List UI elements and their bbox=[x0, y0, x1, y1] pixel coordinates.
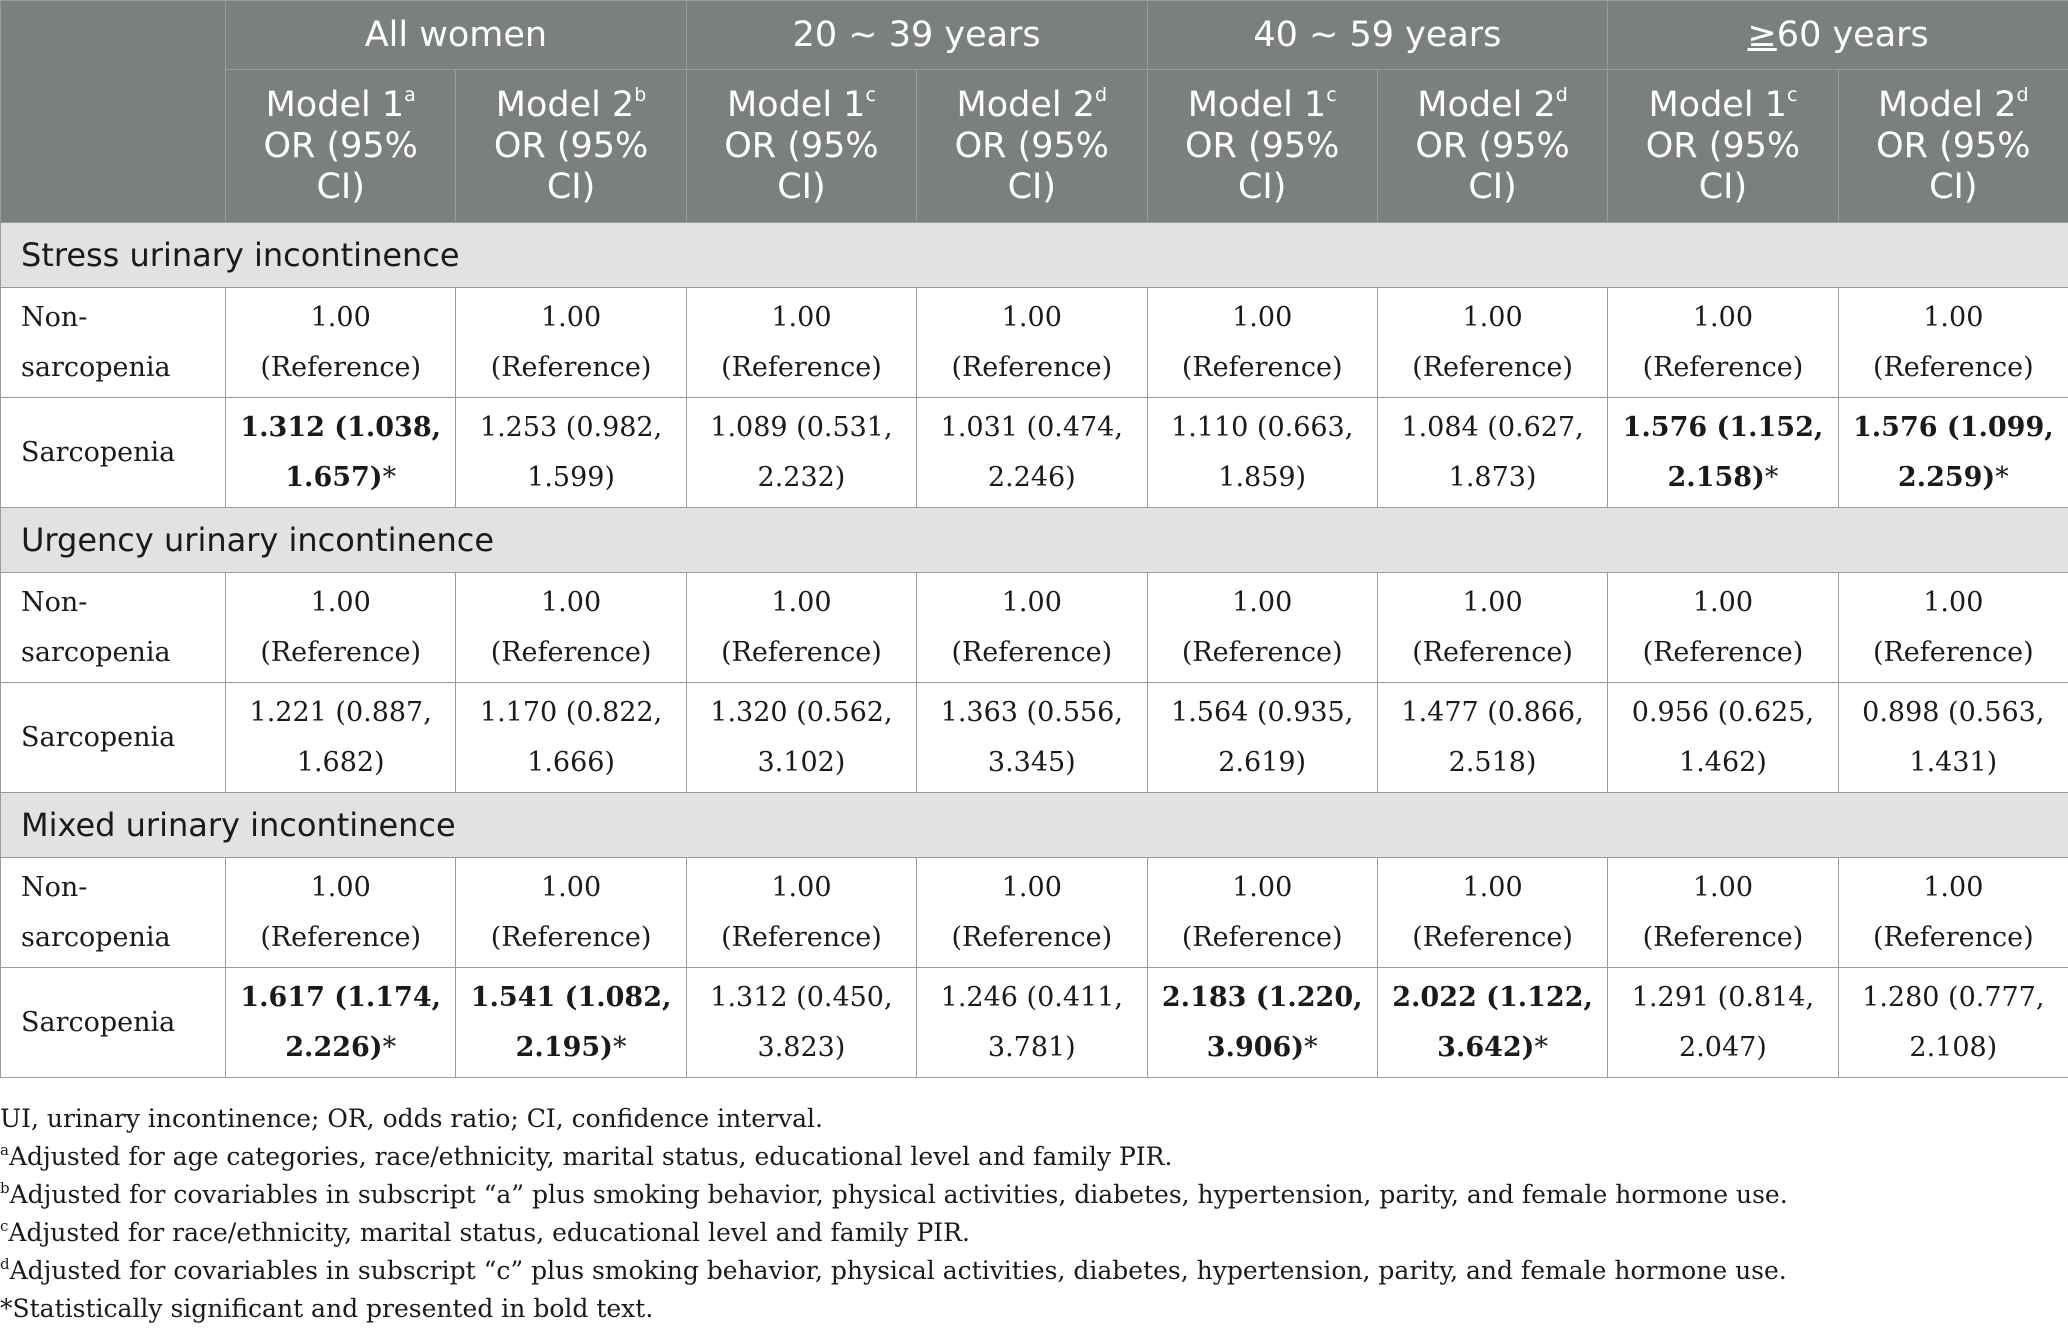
model-name bbox=[1148, 85, 1377, 126]
model-superscript: c bbox=[1786, 83, 1798, 106]
row-label: Non-sarcopenia bbox=[1, 858, 226, 968]
cell-value: 1.312 (1.038, 1.657) bbox=[240, 411, 442, 493]
model-superscript: c bbox=[865, 83, 876, 106]
model-label: Model 1 bbox=[1187, 84, 1327, 125]
table-cell bbox=[1147, 288, 1377, 398]
cell-value: 1.00 (Reference) bbox=[1412, 301, 1573, 383]
table-cell bbox=[917, 683, 1147, 793]
model-name bbox=[456, 85, 685, 126]
table-cell bbox=[1377, 968, 1607, 1078]
cell-value: 1.084 (0.627, 1.873) bbox=[1401, 411, 1584, 493]
row-label: Sarcopenia bbox=[1, 683, 226, 793]
row-label: Non-sarcopenia bbox=[1, 288, 226, 398]
table-cell bbox=[917, 858, 1147, 968]
cell-value: 1.00 (Reference) bbox=[260, 301, 422, 383]
cell-value: 1.031 (0.474, 2.246) bbox=[940, 411, 1123, 493]
cell-value: 1.00 (Reference) bbox=[490, 301, 652, 383]
table-cell bbox=[456, 398, 686, 508]
cell-value: 1.00 (Reference) bbox=[721, 301, 882, 383]
table-body bbox=[1, 223, 2068, 1078]
table-row bbox=[1, 683, 2068, 793]
model-header-2 bbox=[456, 70, 686, 223]
table-cell bbox=[917, 288, 1147, 398]
metric-label: OR (95% CI) bbox=[1876, 125, 2031, 207]
table-cell bbox=[1608, 683, 1838, 793]
model-header-7 bbox=[1608, 70, 1838, 223]
cell-value: 1.617 (1.174, 2.226) bbox=[240, 981, 442, 1063]
footnote-text: UI, urinary incontinence; OR, odds ratio; CI, confidence interval. bbox=[0, 1104, 823, 1133]
cell-value: 1.00 (Reference) bbox=[1412, 871, 1573, 953]
table-cell bbox=[1838, 968, 2068, 1078]
cell-value: 1.00 (Reference) bbox=[951, 586, 1113, 668]
cell-value: 0.898 (0.563, 1.431) bbox=[1862, 696, 2045, 778]
table-cell bbox=[1147, 398, 1377, 508]
model-name bbox=[1378, 85, 1607, 126]
cell-value: 1.576 (1.099, 2.259) bbox=[1852, 411, 2054, 493]
table-header bbox=[1, 1, 2068, 223]
cell-value: 1.477 (0.866, 2.518) bbox=[1401, 696, 1584, 778]
model-label: Model 2 bbox=[956, 84, 1096, 125]
model-superscript: d bbox=[1095, 83, 1108, 106]
table-cell bbox=[1608, 573, 1838, 683]
table-cell bbox=[1838, 573, 2068, 683]
cell-value: 1.576 (1.152, 2.158) bbox=[1622, 411, 1824, 493]
cell-value: 1.00 (Reference) bbox=[951, 871, 1113, 953]
table-cell bbox=[226, 288, 456, 398]
table-cell bbox=[1838, 288, 2068, 398]
cell-value: 1.00 (Reference) bbox=[1642, 871, 1804, 953]
section-title: Urgency urinary incontinence bbox=[1, 508, 2068, 573]
significance-mark: * bbox=[1304, 1031, 1318, 1063]
footnote-text: Adjusted for covariables in subscript “c” plus smoking behavior, physical activities, diabetes, hypertension, parity, and female hormone use. bbox=[9, 1256, 1787, 1285]
geq-symbol: ≥ bbox=[1747, 15, 1777, 55]
cell-value: 1.170 (0.822, 1.666) bbox=[479, 696, 663, 778]
cell-value: 1.00 (Reference) bbox=[1181, 586, 1343, 668]
group-header-20-39: 20 ~ 39 years bbox=[686, 1, 1147, 70]
footnote-marker: c bbox=[0, 1217, 9, 1235]
model-label: Model 1 bbox=[726, 84, 866, 125]
model-label: Model 1 bbox=[1648, 84, 1787, 125]
metric-label: OR (95% CI) bbox=[1415, 125, 1570, 207]
metric-label: OR (95% CI) bbox=[493, 125, 649, 207]
table-cell bbox=[456, 968, 686, 1078]
table-cell bbox=[456, 683, 686, 793]
table-row bbox=[1, 398, 2068, 508]
model-label: Model 2 bbox=[495, 84, 635, 125]
section-title: Stress urinary incontinence bbox=[1, 223, 2068, 288]
cell-value: 1.291 (0.814, 2.047) bbox=[1631, 981, 1815, 1063]
footnote-line bbox=[0, 1290, 1788, 1328]
metric-label: OR (95% CI) bbox=[954, 125, 1110, 207]
footnote-marker: a bbox=[0, 1141, 9, 1159]
table-cell bbox=[1608, 288, 1838, 398]
table-cell bbox=[1608, 968, 1838, 1078]
cell-value: 1.00 (Reference) bbox=[1642, 586, 1804, 668]
table-cell bbox=[226, 683, 456, 793]
significance-mark: * bbox=[1764, 461, 1779, 493]
table-cell bbox=[686, 398, 916, 508]
model-name bbox=[917, 85, 1146, 126]
cell-value: 2.022 (1.122, 3.642) bbox=[1392, 981, 1593, 1063]
significance-mark: * bbox=[382, 1031, 397, 1063]
footnote-text: *Statistically significant and presented in bold text. bbox=[0, 1294, 654, 1323]
row-label: Sarcopenia bbox=[1, 398, 226, 508]
group-header-all-women: All women bbox=[226, 1, 687, 70]
table-cell bbox=[1608, 398, 1838, 508]
cell-value: 1.00 (Reference) bbox=[721, 871, 882, 953]
table-footnotes bbox=[0, 1100, 1788, 1328]
cell-value: 1.00 (Reference) bbox=[1181, 301, 1343, 383]
cell-value: 1.320 (0.562, 3.102) bbox=[710, 696, 893, 778]
cell-value: 1.00 (Reference) bbox=[260, 871, 422, 953]
model-header-3 bbox=[686, 70, 916, 223]
table-cell bbox=[686, 573, 916, 683]
table-cell bbox=[1377, 398, 1607, 508]
footnote-text: Adjusted for covariables in subscript “a” plus smoking behavior, physical activities, diabetes, hypertension, parity, and female hormone use. bbox=[9, 1180, 1788, 1209]
table-cell bbox=[1838, 858, 2068, 968]
model-superscript: b bbox=[634, 83, 647, 106]
cell-value: 1.246 (0.411, 3.781) bbox=[940, 981, 1123, 1063]
row-label: Non-sarcopenia bbox=[1, 573, 226, 683]
footnote-text: Adjusted for age categories, race/ethnicity, marital status, educational level and family PIR. bbox=[8, 1142, 1173, 1171]
model-superscript: d bbox=[2016, 83, 2029, 106]
table-cell bbox=[456, 288, 686, 398]
table-cell bbox=[456, 858, 686, 968]
section-title: Mixed urinary incontinence bbox=[1, 793, 2068, 858]
footnote-line bbox=[0, 1138, 1788, 1176]
footnote-line bbox=[0, 1214, 1788, 1252]
model-superscript: c bbox=[1326, 83, 1337, 106]
metric-label: OR (95% CI) bbox=[724, 125, 879, 207]
table-cell bbox=[1377, 573, 1607, 683]
table-cell bbox=[917, 398, 1147, 508]
group-header-60-text: 60 years bbox=[1776, 15, 1929, 55]
section-row bbox=[1, 508, 2068, 573]
footnote-marker: b bbox=[0, 1179, 10, 1197]
cell-value: 1.280 (0.777, 2.108) bbox=[1862, 981, 2045, 1063]
model-label: Model 2 bbox=[1878, 84, 2017, 125]
row-label: Sarcopenia bbox=[1, 968, 226, 1078]
table-cell bbox=[226, 573, 456, 683]
model-header-4 bbox=[917, 70, 1147, 223]
cell-value: 1.541 (1.082, 2.195) bbox=[470, 981, 672, 1063]
header-corner-cell bbox=[1, 1, 226, 223]
model-header-8 bbox=[1838, 70, 2068, 223]
cell-value: 1.00 (Reference) bbox=[490, 871, 652, 953]
model-superscript: a bbox=[404, 83, 416, 106]
table-row bbox=[1, 968, 2068, 1078]
table-cell bbox=[226, 398, 456, 508]
cell-value: 1.00 (Reference) bbox=[1181, 871, 1343, 953]
cell-value: 1.00 (Reference) bbox=[951, 301, 1113, 383]
table-cell bbox=[1838, 398, 2068, 508]
table-cell bbox=[1147, 573, 1377, 683]
group-header-60-plus bbox=[1608, 1, 2068, 70]
cell-value: 1.089 (0.531, 2.232) bbox=[710, 411, 893, 493]
table-cell bbox=[686, 683, 916, 793]
cell-value: 1.00 (Reference) bbox=[721, 586, 882, 668]
cell-value: 2.183 (1.220, 3.906) bbox=[1161, 981, 1363, 1063]
table-cell bbox=[456, 573, 686, 683]
model-label: Model 2 bbox=[1417, 84, 1556, 125]
footnote-text: Adjusted for race/ethnicity, marital status, educational level and family PIR. bbox=[8, 1218, 970, 1247]
significance-mark: * bbox=[1995, 461, 2009, 493]
model-label: Model 1 bbox=[265, 84, 405, 125]
cell-value: 0.956 (0.625, 1.462) bbox=[1631, 696, 1815, 778]
cell-value: 1.00 (Reference) bbox=[1872, 586, 2034, 668]
cell-value: 1.00 (Reference) bbox=[490, 586, 652, 668]
table-row bbox=[1, 288, 2068, 398]
table-cell bbox=[686, 968, 916, 1078]
section-row bbox=[1, 793, 2068, 858]
table-cell bbox=[1377, 858, 1607, 968]
table-cell bbox=[1147, 858, 1377, 968]
table-cell bbox=[917, 968, 1147, 1078]
model-name bbox=[687, 85, 916, 126]
cell-value: 1.564 (0.935, 2.619) bbox=[1171, 696, 1354, 778]
footnote-line bbox=[0, 1252, 1788, 1290]
footnote-line bbox=[0, 1176, 1788, 1214]
table-cell bbox=[1147, 968, 1377, 1078]
table-cell bbox=[917, 573, 1147, 683]
table-cell bbox=[1147, 683, 1377, 793]
metric-label: OR (95% CI) bbox=[1645, 125, 1801, 207]
section-row bbox=[1, 223, 2068, 288]
metric-label: OR (95% CI) bbox=[263, 125, 418, 207]
cell-value: 1.00 (Reference) bbox=[1642, 301, 1804, 383]
footnote-marker: d bbox=[0, 1255, 10, 1273]
cell-value: 1.00 (Reference) bbox=[1872, 871, 2034, 953]
cell-value: 1.00 (Reference) bbox=[1412, 586, 1573, 668]
cell-value: 1.221 (0.887, 1.682) bbox=[249, 696, 432, 778]
table-cell bbox=[1377, 683, 1607, 793]
model-header-6 bbox=[1377, 70, 1607, 223]
table-cell bbox=[1838, 683, 2068, 793]
cell-value: 1.00 (Reference) bbox=[1872, 301, 2034, 383]
model-header-1 bbox=[226, 70, 456, 223]
cell-value: 1.00 (Reference) bbox=[260, 586, 422, 668]
group-header-40-59: 40 ~ 59 years bbox=[1147, 1, 1608, 70]
metric-label: OR (95% CI) bbox=[1184, 125, 1340, 207]
table-cell bbox=[226, 858, 456, 968]
cell-value: 1.312 (0.450, 3.823) bbox=[710, 981, 893, 1063]
cell-value: 1.363 (0.556, 3.345) bbox=[940, 696, 1123, 778]
significance-mark: * bbox=[1534, 1031, 1548, 1063]
model-header-5 bbox=[1147, 70, 1377, 223]
model-name bbox=[226, 85, 455, 126]
table-row bbox=[1, 573, 2068, 683]
significance-mark: * bbox=[382, 461, 397, 493]
table-cell bbox=[226, 968, 456, 1078]
footnote-line bbox=[0, 1100, 1788, 1138]
table-row bbox=[1, 858, 2068, 968]
model-superscript: d bbox=[1555, 83, 1568, 106]
table-cell bbox=[686, 858, 916, 968]
cell-value: 1.110 (0.663, 1.859) bbox=[1171, 411, 1354, 493]
cell-value: 1.253 (0.982, 1.599) bbox=[479, 411, 663, 493]
significance-mark: * bbox=[612, 1031, 627, 1063]
table-cell bbox=[686, 288, 916, 398]
model-name bbox=[1839, 85, 2068, 126]
model-name bbox=[1608, 85, 1837, 126]
table-cell bbox=[1377, 288, 1607, 398]
table-cell bbox=[1608, 858, 1838, 968]
model-header-row bbox=[1, 70, 2068, 223]
